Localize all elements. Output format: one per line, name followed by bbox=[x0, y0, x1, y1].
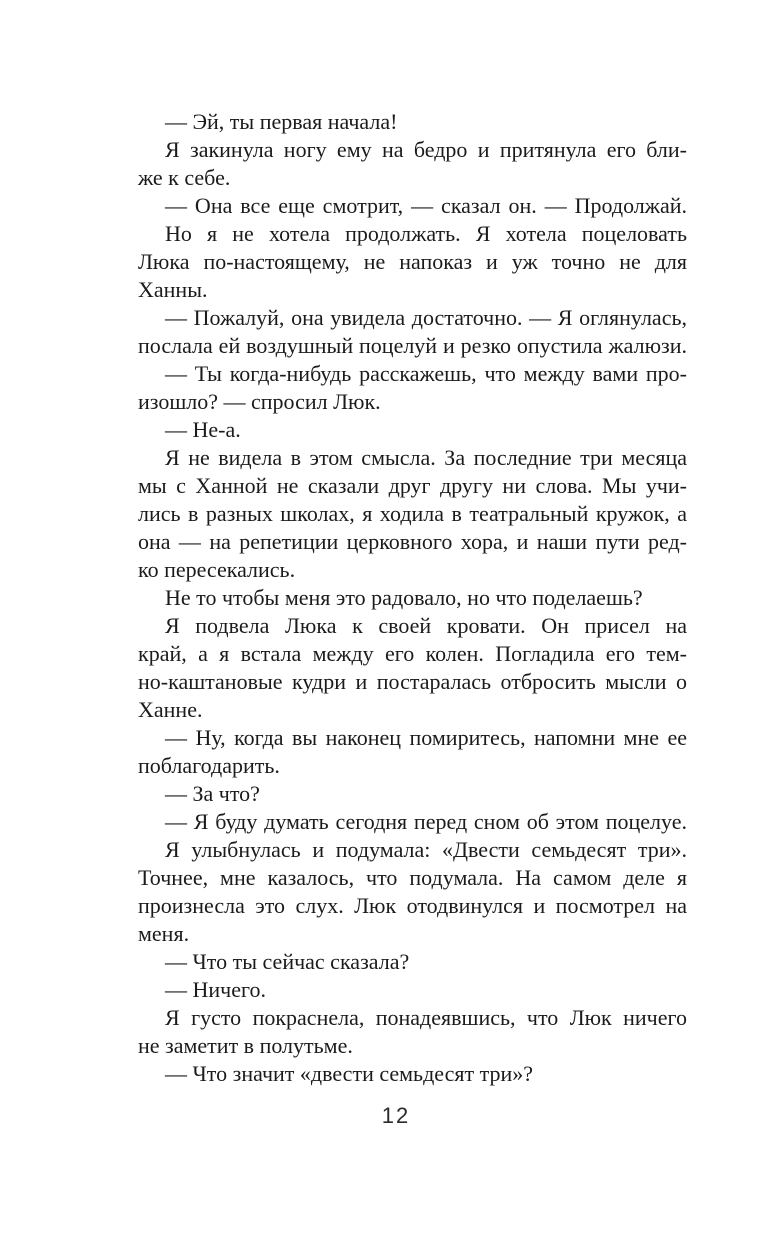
text-line: произнесла это слух. Люк отодвинулся и посмотрел на bbox=[138, 893, 687, 918]
text-line: Но я не хотела продолжать. Я хотела поцеловать bbox=[165, 221, 687, 246]
text-line: — Эй, ты первая начала! bbox=[165, 109, 398, 134]
text-line: Я не видела в этом смысла. За последние три месяца bbox=[165, 445, 687, 470]
text-line: меня. bbox=[138, 921, 190, 946]
text-line: же к себе. bbox=[138, 165, 231, 190]
text-line: — Что ты сейчас сказала? bbox=[165, 949, 410, 974]
text-line: — Ты когда-нибудь расскажешь, что между вами про- bbox=[165, 361, 687, 386]
text-line: Люка по-настоящему, не напоказ и уж точно не для bbox=[138, 249, 687, 274]
text-line: — Не-а. bbox=[165, 417, 241, 442]
text-line: лись в разных школах, я ходила в театральный кружок, а bbox=[138, 501, 687, 526]
text-line: — Ничего. bbox=[165, 977, 266, 1002]
text-line: но-каштановые кудри и постаралась отбросить мысли о bbox=[138, 669, 687, 694]
text-line: послала ей воздушный поцелуй и резко опустила жалюзи. bbox=[138, 333, 687, 358]
text-line: край, а я встала между его колен. Погладила его тем- bbox=[138, 641, 687, 666]
text-line: она — на репетиции церковного хора, и наши пути ред- bbox=[138, 529, 687, 554]
text-line: Я густо покраснела, понадеявшись, что Люк ничего bbox=[165, 1005, 687, 1030]
page-number: 12 bbox=[381, 1103, 411, 1128]
text-line: изошло? — спросил Люк. bbox=[138, 389, 381, 414]
text-line: поблагодарить. bbox=[138, 753, 280, 778]
text-line: Точнее, мне казалось, что подумала. На самом деле я bbox=[138, 865, 687, 890]
text-line: Не то чтобы меня это радовало, но что поделаешь? bbox=[165, 585, 643, 610]
text-line: Я закинула ногу ему на бедро и притянула его бли- bbox=[165, 137, 687, 162]
page-text bbox=[138, 108, 687, 1088]
text-line: — Пожалуй, она увидела достаточно. — Я оглянулась, bbox=[165, 305, 687, 330]
text-line: Я подвела Люка к своей кровати. Он присел на bbox=[165, 613, 687, 638]
text-line: — Ну, когда вы наконец помиритесь, напомни мне ее bbox=[165, 725, 687, 750]
text-line: мы с Ханной не сказали друг другу ни слова. Мы учи- bbox=[138, 473, 687, 498]
text-line: — Она все еще смотрит, — сказал он. — Продолжай. bbox=[165, 193, 687, 218]
text-line: Ханне. bbox=[138, 697, 203, 722]
text-line: — Что значит «двести семьдесят три»? bbox=[165, 1061, 534, 1086]
text-line: Ханны. bbox=[138, 277, 208, 302]
text-line: ко пересекались. bbox=[138, 557, 296, 582]
text-line: — За что? bbox=[165, 781, 260, 806]
text-line: — Я буду думать сегодня перед сном об этом поцелуе. bbox=[165, 809, 687, 834]
text-line: Я улыбнулась и подумала: «Двести семьдесят три». bbox=[165, 837, 687, 862]
text-line: не заметит в полутьме. bbox=[138, 1033, 353, 1058]
